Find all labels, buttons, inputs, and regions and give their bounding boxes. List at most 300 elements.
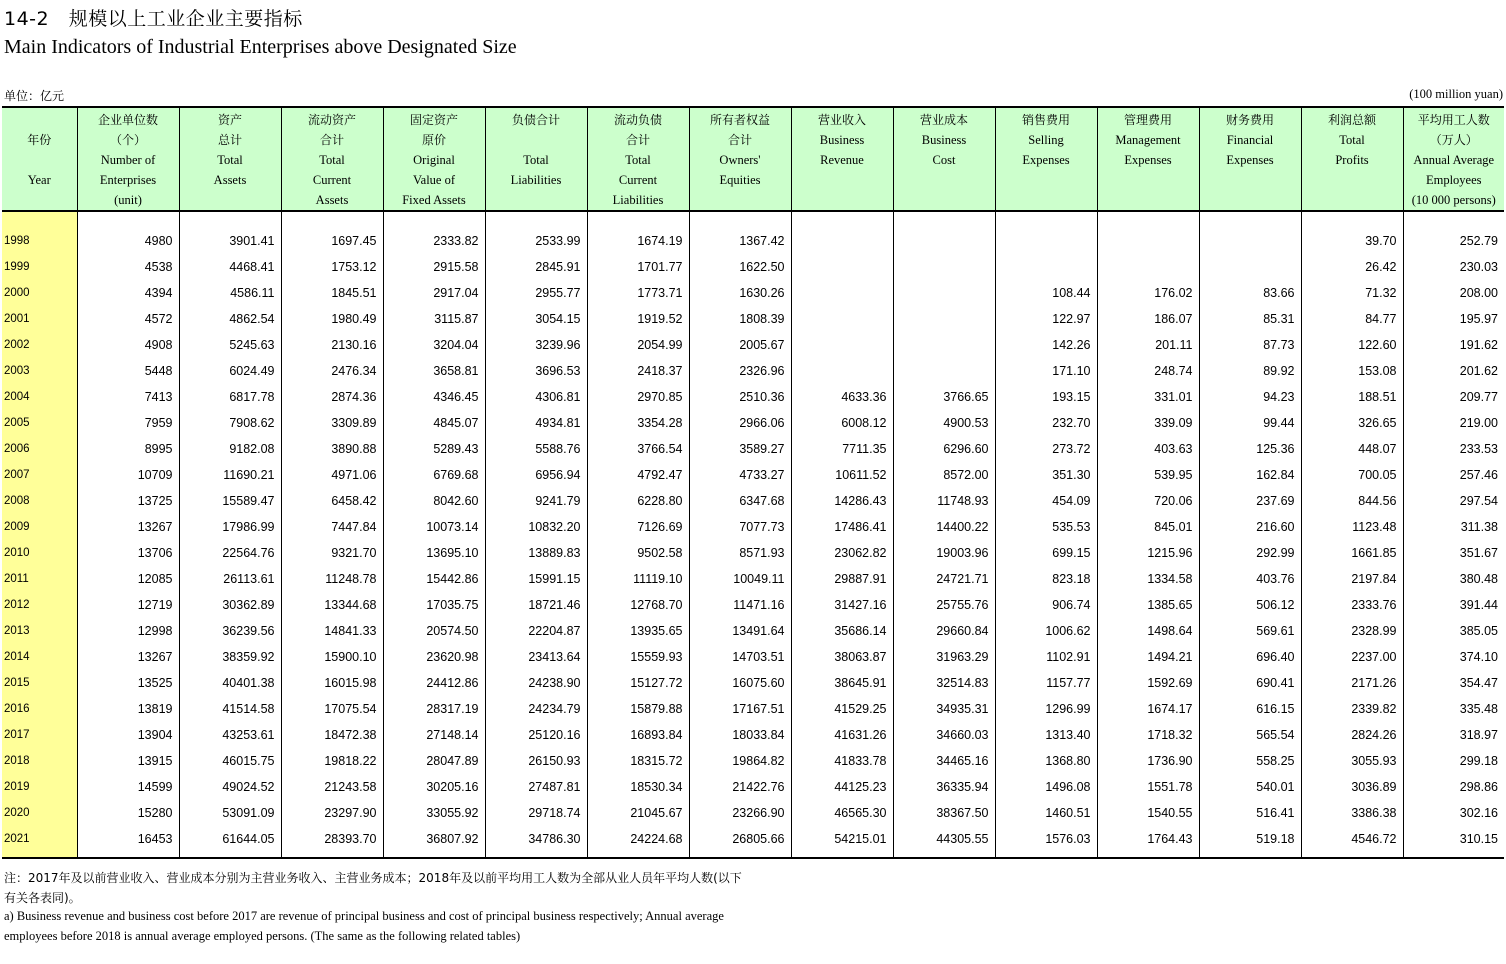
column-header-line: Current [618, 173, 658, 187]
page-title-en: Main Indicators of Industrial Enterprises above Designated Size [4, 36, 517, 58]
value-cell: 38367.50 [893, 800, 995, 826]
value-cell: 4538 [77, 254, 179, 280]
value-cell: 9502.58 [587, 540, 689, 566]
value-cell: 13706 [77, 540, 179, 566]
value-cell: 720.06 [1097, 488, 1199, 514]
value-cell: 6769.68 [383, 462, 485, 488]
column-header-line: 合计 [625, 133, 650, 147]
value-cell: 8571.93 [689, 540, 791, 566]
value-cell: 700.05 [1301, 462, 1403, 488]
value-cell: 10049.11 [689, 566, 791, 592]
value-cell: 219.00 [1403, 410, 1504, 436]
value-cell: 6296.60 [893, 436, 995, 462]
value-cell [995, 228, 1097, 254]
value-cell: 9241.79 [485, 488, 587, 514]
value-cell: 10073.14 [383, 514, 485, 540]
value-cell: 34660.03 [893, 722, 995, 748]
value-cell: 19818.22 [281, 748, 383, 774]
value-cell: 2970.85 [587, 384, 689, 410]
table-row [2, 384, 1504, 410]
spacer-cell [77, 211, 179, 228]
value-cell: 5448 [77, 358, 179, 384]
value-cell [995, 254, 1097, 280]
value-cell: 31427.16 [791, 592, 893, 618]
column-header-line: 负债合计 [511, 113, 560, 127]
value-cell: 18315.72 [587, 748, 689, 774]
value-cell: 539.95 [1097, 462, 1199, 488]
column-header-line: Total [523, 153, 549, 167]
value-cell: 26113.61 [179, 566, 281, 592]
value-cell: 3054.15 [485, 306, 587, 332]
column-header [689, 107, 791, 211]
value-cell: 1701.77 [587, 254, 689, 280]
value-cell: 2533.99 [485, 228, 587, 254]
value-cell: 13267 [77, 644, 179, 670]
value-cell: 3589.27 [689, 436, 791, 462]
value-cell: 54215.01 [791, 826, 893, 858]
year-cell: 2010 [2, 540, 77, 566]
value-cell: 23297.90 [281, 800, 383, 826]
value-cell: 8995 [77, 436, 179, 462]
value-cell: 44125.23 [791, 774, 893, 800]
value-cell: 2476.34 [281, 358, 383, 384]
value-cell: 1157.77 [995, 670, 1097, 696]
value-cell: 8042.60 [383, 488, 485, 514]
value-cell: 122.97 [995, 306, 1097, 332]
value-cell: 448.07 [1301, 436, 1403, 462]
value-cell: 17486.41 [791, 514, 893, 540]
value-cell: 9321.70 [281, 540, 383, 566]
value-cell: 13915 [77, 748, 179, 774]
value-cell: 298.86 [1403, 774, 1504, 800]
column-header-line: 销售费用 [1021, 113, 1070, 127]
column-header-line: Selling [1028, 133, 1064, 147]
column-header-line: 原价 [421, 133, 446, 147]
value-cell: 311.38 [1403, 514, 1504, 540]
value-cell: 1367.42 [689, 228, 791, 254]
value-cell: 2171.26 [1301, 670, 1403, 696]
column-header-line: Profits [1335, 153, 1369, 167]
value-cell: 2328.99 [1301, 618, 1403, 644]
value-cell: 2418.37 [587, 358, 689, 384]
value-cell: 1313.40 [995, 722, 1097, 748]
value-cell [791, 358, 893, 384]
column-header-line: Cost [932, 153, 956, 167]
value-cell: 15879.88 [587, 696, 689, 722]
header-row [2, 107, 1504, 211]
value-cell: 89.92 [1199, 358, 1301, 384]
value-cell: 351.30 [995, 462, 1097, 488]
value-cell: 1718.32 [1097, 722, 1199, 748]
value-cell: 4468.41 [179, 254, 281, 280]
table-row [2, 436, 1504, 462]
value-cell: 12085 [77, 566, 179, 592]
column-header-line: 利润总额 [1327, 113, 1376, 127]
column-header-line: 年份 [27, 133, 52, 147]
value-cell: 2874.36 [281, 384, 383, 410]
value-cell: 87.73 [1199, 332, 1301, 358]
value-cell: 1215.96 [1097, 540, 1199, 566]
value-cell: 20574.50 [383, 618, 485, 644]
column-header [77, 107, 179, 211]
column-header-line: 财务费用 [1225, 113, 1274, 127]
value-cell: 326.65 [1301, 410, 1403, 436]
value-cell: 23620.98 [383, 644, 485, 670]
value-cell: 17035.75 [383, 592, 485, 618]
column-header-line: Expenses [1022, 153, 1070, 167]
column-header-line: 合计 [319, 133, 344, 147]
value-cell: 44305.55 [893, 826, 995, 858]
value-cell: 24721.71 [893, 566, 995, 592]
value-cell: 195.97 [1403, 306, 1504, 332]
column-header-line: 营业成本 [919, 113, 968, 127]
value-cell: 35686.14 [791, 618, 893, 644]
spacer-cell [485, 211, 587, 228]
value-cell [893, 306, 995, 332]
value-cell: 4792.47 [587, 462, 689, 488]
value-cell: 391.44 [1403, 592, 1504, 618]
value-cell: 4633.36 [791, 384, 893, 410]
value-cell: 14599 [77, 774, 179, 800]
year-cell: 2018 [2, 748, 77, 774]
value-cell: 29887.91 [791, 566, 893, 592]
value-cell: 28317.19 [383, 696, 485, 722]
value-cell: 22564.76 [179, 540, 281, 566]
value-cell: 16453 [77, 826, 179, 858]
value-cell: 12998 [77, 618, 179, 644]
value-cell: 30362.89 [179, 592, 281, 618]
year-cell: 2019 [2, 774, 77, 800]
value-cell: 33055.92 [383, 800, 485, 826]
value-cell: 1576.03 [995, 826, 1097, 858]
column-header-line: Total [1339, 133, 1365, 147]
value-cell: 84.77 [1301, 306, 1403, 332]
value-cell: 38063.87 [791, 644, 893, 670]
value-cell: 4971.06 [281, 462, 383, 488]
spacer-cell [1301, 211, 1403, 228]
value-cell: 4845.07 [383, 410, 485, 436]
table-row [2, 670, 1504, 696]
column-header-line: （个） [109, 133, 146, 147]
table-row [2, 774, 1504, 800]
value-cell: 2237.00 [1301, 644, 1403, 670]
unit-label-cn: 单位：亿元 [4, 89, 65, 103]
value-cell: 16015.98 [281, 670, 383, 696]
column-header-line: Annual Average [1413, 153, 1495, 167]
value-cell: 38359.92 [179, 644, 281, 670]
column-header [1199, 107, 1301, 211]
value-cell: 1980.49 [281, 306, 383, 332]
value-cell: 844.56 [1301, 488, 1403, 514]
value-cell [791, 332, 893, 358]
column-header-line: （万人） [1429, 133, 1478, 147]
year-cell: 2015 [2, 670, 77, 696]
spacer-cell [689, 211, 791, 228]
value-cell: 252.79 [1403, 228, 1504, 254]
value-cell: 26805.66 [689, 826, 791, 858]
value-cell: 4346.45 [383, 384, 485, 410]
value-cell: 216.60 [1199, 514, 1301, 540]
value-cell: 13904 [77, 722, 179, 748]
value-cell: 122.60 [1301, 332, 1403, 358]
column-header-line: Original [413, 153, 455, 167]
table-row [2, 332, 1504, 358]
value-cell: 19003.96 [893, 540, 995, 566]
year-cell: 2001 [2, 306, 77, 332]
column-header-line: 合计 [727, 133, 752, 147]
value-cell: 1753.12 [281, 254, 383, 280]
value-cell: 26150.93 [485, 748, 587, 774]
value-cell: 1622.50 [689, 254, 791, 280]
value-cell: 6817.78 [179, 384, 281, 410]
value-cell: 34935.31 [893, 696, 995, 722]
value-cell: 46015.75 [179, 748, 281, 774]
value-cell: 27487.81 [485, 774, 587, 800]
column-header [893, 107, 995, 211]
value-cell: 233.53 [1403, 436, 1504, 462]
note-en-line1: a) Business revenue and business cost before 2017 are revenue of principal business and cost of principal business respectively; Annual average [4, 909, 724, 923]
column-header-line: Employees [1425, 173, 1482, 187]
value-cell: 193.15 [995, 384, 1097, 410]
value-cell: 374.10 [1403, 644, 1504, 670]
year-cell: 2007 [2, 462, 77, 488]
year-cell: 2005 [2, 410, 77, 436]
column-header-line: Fixed Assets [402, 193, 466, 207]
value-cell: 1496.08 [995, 774, 1097, 800]
value-cell: 297.54 [1403, 488, 1504, 514]
table-row [2, 462, 1504, 488]
value-cell: 15991.15 [485, 566, 587, 592]
column-header-line: Enterprises [99, 173, 157, 187]
value-cell: 1551.78 [1097, 774, 1199, 800]
value-cell: 4934.81 [485, 410, 587, 436]
value-cell: 11248.78 [281, 566, 383, 592]
value-cell: 2333.76 [1301, 592, 1403, 618]
value-cell: 318.97 [1403, 722, 1504, 748]
value-cell: 351.67 [1403, 540, 1504, 566]
value-cell: 3115.87 [383, 306, 485, 332]
value-cell: 699.15 [995, 540, 1097, 566]
column-header-line: 营业收入 [817, 113, 866, 127]
value-cell: 14286.43 [791, 488, 893, 514]
value-cell: 4908 [77, 332, 179, 358]
year-cell: 2020 [2, 800, 77, 826]
column-header [1097, 107, 1199, 211]
column-header-line: Financial [1226, 133, 1274, 147]
value-cell: 17167.51 [689, 696, 791, 722]
spacer-cell [995, 211, 1097, 228]
value-cell: 142.26 [995, 332, 1097, 358]
table-row [2, 618, 1504, 644]
column-header-line: Management [1115, 133, 1181, 147]
column-header-line: Assets [213, 173, 247, 187]
value-cell: 38645.91 [791, 670, 893, 696]
year-cell: 2012 [2, 592, 77, 618]
value-cell: 1808.39 [689, 306, 791, 332]
year-cell: 1999 [2, 254, 77, 280]
spacer-cell [1199, 211, 1301, 228]
value-cell: 2054.99 [587, 332, 689, 358]
value-cell: 4980 [77, 228, 179, 254]
value-cell: 6008.12 [791, 410, 893, 436]
spacer-cell [179, 211, 281, 228]
value-cell: 2955.77 [485, 280, 587, 306]
spacer-cell [2, 211, 77, 228]
value-cell: 1368.80 [995, 748, 1097, 774]
value-cell: 230.03 [1403, 254, 1504, 280]
spacer-cell [587, 211, 689, 228]
value-cell: 14400.22 [893, 514, 995, 540]
value-cell: 292.99 [1199, 540, 1301, 566]
value-cell: 2130.16 [281, 332, 383, 358]
value-cell: 569.61 [1199, 618, 1301, 644]
spacer-cell [1403, 211, 1504, 228]
value-cell: 18721.46 [485, 592, 587, 618]
value-cell: 4306.81 [485, 384, 587, 410]
table-number: 14-2 [4, 8, 50, 30]
value-cell: 34786.30 [485, 826, 587, 858]
value-cell [791, 280, 893, 306]
value-cell: 2333.82 [383, 228, 485, 254]
value-cell: 11119.10 [587, 566, 689, 592]
value-cell: 201.62 [1403, 358, 1504, 384]
table-row [2, 280, 1504, 306]
value-cell: 380.48 [1403, 566, 1504, 592]
value-cell: 3239.96 [485, 332, 587, 358]
column-header [383, 107, 485, 211]
table-row [2, 488, 1504, 514]
value-cell: 83.66 [1199, 280, 1301, 306]
value-cell: 25120.16 [485, 722, 587, 748]
value-cell: 2917.04 [383, 280, 485, 306]
value-cell: 1773.71 [587, 280, 689, 306]
column-header [1301, 107, 1403, 211]
year-cell: 2004 [2, 384, 77, 410]
column-header-line: Owners' [719, 153, 761, 167]
table-row [2, 748, 1504, 774]
value-cell: 6347.68 [689, 488, 791, 514]
value-cell: 15127.72 [587, 670, 689, 696]
value-cell: 6228.80 [587, 488, 689, 514]
value-cell: 12719 [77, 592, 179, 618]
year-cell: 2000 [2, 280, 77, 306]
indicators-table [2, 106, 1504, 859]
value-cell: 18472.38 [281, 722, 383, 748]
value-cell: 21243.58 [281, 774, 383, 800]
column-header-line: Total [625, 153, 651, 167]
value-cell: 17075.54 [281, 696, 383, 722]
value-cell: 696.40 [1199, 644, 1301, 670]
value-cell: 257.46 [1403, 462, 1504, 488]
value-cell: 8572.00 [893, 462, 995, 488]
value-cell: 535.53 [995, 514, 1097, 540]
table-row [2, 228, 1504, 254]
column-header [1403, 107, 1504, 211]
table-row [2, 722, 1504, 748]
value-cell: 41631.26 [791, 722, 893, 748]
value-cell [791, 254, 893, 280]
value-cell: 299.18 [1403, 748, 1504, 774]
value-cell: 28393.70 [281, 826, 383, 858]
column-header [995, 107, 1097, 211]
value-cell: 3354.28 [587, 410, 689, 436]
value-cell: 6024.49 [179, 358, 281, 384]
value-cell: 5289.43 [383, 436, 485, 462]
value-cell: 3901.41 [179, 228, 281, 254]
value-cell: 1498.64 [1097, 618, 1199, 644]
value-cell: 454.09 [995, 488, 1097, 514]
value-cell: 248.74 [1097, 358, 1199, 384]
value-cell: 4586.11 [179, 280, 281, 306]
value-cell: 302.16 [1403, 800, 1504, 826]
value-cell: 2966.06 [689, 410, 791, 436]
value-cell: 29718.74 [485, 800, 587, 826]
value-cell: 40401.38 [179, 670, 281, 696]
value-cell: 2197.84 [1301, 566, 1403, 592]
value-cell: 21045.67 [587, 800, 689, 826]
value-cell: 71.32 [1301, 280, 1403, 306]
value-cell: 53091.09 [179, 800, 281, 826]
value-cell: 16075.60 [689, 670, 791, 696]
value-cell: 1630.26 [689, 280, 791, 306]
value-cell: 186.07 [1097, 306, 1199, 332]
value-cell [1097, 228, 1199, 254]
value-cell: 13344.68 [281, 592, 383, 618]
value-cell: 13695.10 [383, 540, 485, 566]
column-header-line: 固定资产 [409, 113, 458, 127]
value-cell: 41833.78 [791, 748, 893, 774]
value-cell: 4394 [77, 280, 179, 306]
value-cell: 1674.17 [1097, 696, 1199, 722]
value-cell: 1385.65 [1097, 592, 1199, 618]
title-cn-text: 规模以上工业企业主要指标 [68, 8, 303, 30]
column-header [281, 107, 383, 211]
year-cell: 1998 [2, 228, 77, 254]
value-cell: 506.12 [1199, 592, 1301, 618]
value-cell: 25755.76 [893, 592, 995, 618]
value-cell [893, 228, 995, 254]
column-header-line: Expenses [1124, 153, 1172, 167]
value-cell: 232.70 [995, 410, 1097, 436]
value-cell: 7126.69 [587, 514, 689, 540]
value-cell: 273.72 [995, 436, 1097, 462]
value-cell [791, 306, 893, 332]
note-cn-line2: 有关各表同)。 [4, 891, 81, 905]
value-cell: 2510.36 [689, 384, 791, 410]
year-cell: 2002 [2, 332, 77, 358]
value-cell: 565.54 [1199, 722, 1301, 748]
value-cell: 41529.25 [791, 696, 893, 722]
page-title-cn [4, 4, 303, 31]
value-cell [791, 228, 893, 254]
value-cell: 4733.27 [689, 462, 791, 488]
column-header [791, 107, 893, 211]
table-row [2, 410, 1504, 436]
value-cell: 31963.29 [893, 644, 995, 670]
table-row [2, 644, 1504, 670]
table-row [2, 826, 1504, 858]
value-cell: 823.18 [995, 566, 1097, 592]
value-cell: 1540.55 [1097, 800, 1199, 826]
value-cell: 5588.76 [485, 436, 587, 462]
value-cell: 85.31 [1199, 306, 1301, 332]
value-cell: 1736.90 [1097, 748, 1199, 774]
column-header-line: Total [217, 153, 243, 167]
value-cell: 15589.47 [179, 488, 281, 514]
value-cell: 10611.52 [791, 462, 893, 488]
value-cell [893, 280, 995, 306]
column-header [485, 107, 587, 211]
